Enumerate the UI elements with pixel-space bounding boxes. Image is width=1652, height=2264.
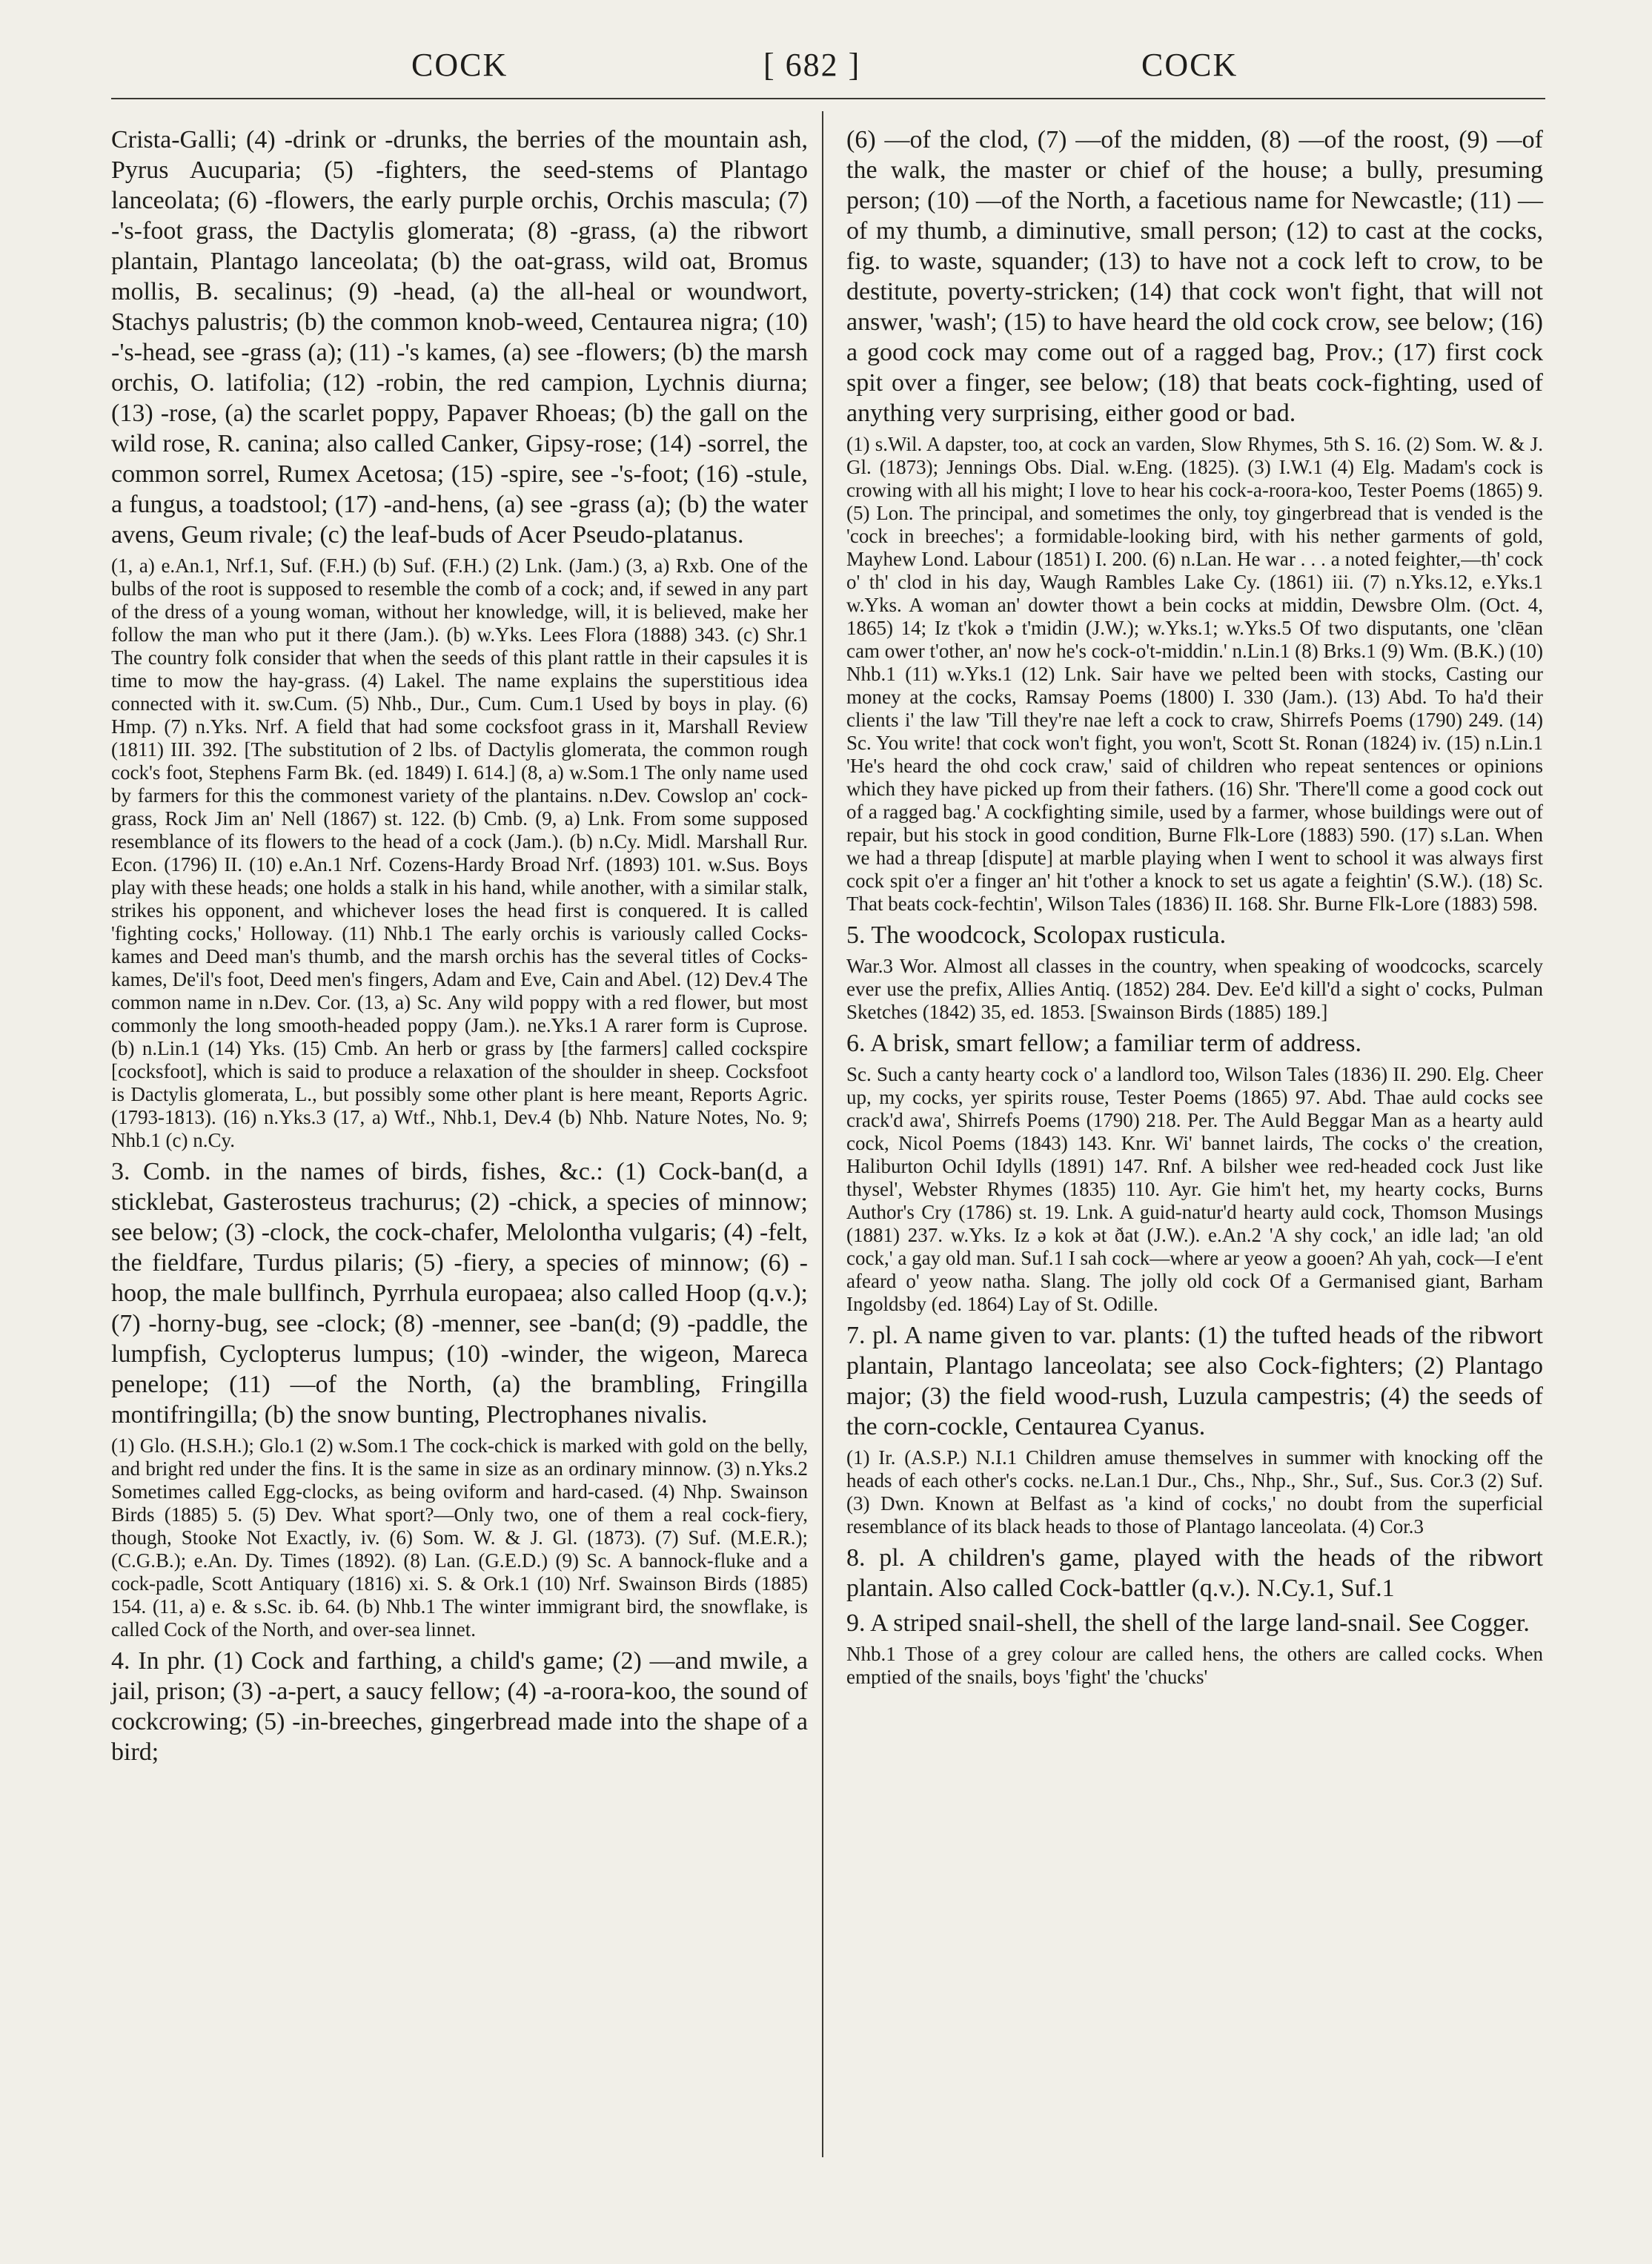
- left-column: [111, 125, 808, 1772]
- paragraph: 7. pl. A name given to var. plants: (1) the tufted heads of the ribwort plantain, Plantago lanceolata; see also Cock-fighters; (2) Plantago major; (3) the field wood-rush, Luzula campestris; (4) the seeds of the corn-cockle, Centaurea Cyanus.: [846, 1322, 1543, 1440]
- citation-paragraph: (1) s.Wil. A dapster, too, at cock an varden, Slow Rhymes, 5th S. 16. (2) Som. W. & J. Gl. (1873); Jennings Obs. Dial. w.Eng. (1825). (3) I.W.1 (4) Elg. Madam's cock is crowing with all his might; I love to hear his cock-a-roora-koo, Tester Poems (1865) 9. (5) Lon. The principal, and sometimes the only, toy gingerbread that is vended is the 'cock in breeches'; a formidable-looking bird, with his nether garments of gold, Mayhew Lond. Labour (1851) I. 200. (6) n.Lan. He war . . . a noted feighter,—th' cock o' th' clod in his day, Waugh Rambles Lake Cy. (1861) iii. (7) n.Yks.12, e.Yks.1 w.Yks. A woman an' dowter thowt a bein cocks at middin, Dewsbre Olm. (Oct. 4, 1865) 14; Iz t'kok ə t'midin (J.W.); w.Yks.1; w.Yks.5 Of two disputants, one 'clēan cam ower t'other, an' now he's cock-o't-middin.' n.Lin.1 (8) Brks.1 (9) Wm. (B.K.) (10) Nhb.1 (11) w.Yks.1 (12) Lnk. Sair have we pelted been with stocks, Casting our money at the cocks, Ramsay Poems (1800) I. 330 (Jam.). (13) Abd. To ha'd their clients i' the law 'Till they're nae left a cock to craw, Shirrefs Poems (1790) 249. (14) Sc. You write! that cock won't fight, you won't, Scott St. Ronan (1824) iv. (15) n.Lin.1 'He's heard the ohd cock craw,' said of children who repeat sentences or opinions which they have picked up from their fathers. (16) Shr. 'There'll come a good cock out of a ragged bag.' A cockfighting simile, used by a farmer, whose buildings were out of repair, but his stock in good condition, Burne Flk-Lore (1883) 590. (17) s.Lan. When we had a threap [dispute] at marble playing when I went to school it was always first cock spit o'er a finger an' hit t'other a knock to set us agate a feightin' (S.W.). (18) Sc. That beats cock-fechtin', Wilson Tales (1836) II. 168. Shr. Burne Flk-Lore (1883) 598.: [846, 433, 1543, 915]
- citation-paragraph: (1) Glo. (H.S.H.); Glo.1 (2) w.Som.1 The cock-chick is marked with gold on the belly, and bright red under the fins. It is the same in size as an ordinary minnow. (3) n.Yks.2 Sometimes called Egg-clocks, as being oviform and hard-cased. (4) Nhp. Swainson Birds (1885) 5. (5) Dev. What sport?—Only two, one of them a real cock-fiery, though, Stooke Not Exactly, iv. (6) Som. W. & J. Gl. (1873). (7) Suf. (M.E.R.); (C.G.B.); e.An. Dy. Times (1892). (8) Lan. (G.E.D.) (9) Sc. A bannock-fluke and a cock-padle, Scott Antiquary (1816) xi. S. & Ork.1 (10) Nrf. Swainson Birds (1885) 154. (11, a) e. & s.Sc. ib. 64. (b) Nhb.1 The winter immigrant bird, the snowflake, is called Cock of the North, and over-sea linnet.: [111, 1434, 808, 1641]
- page-number: [ 682 ]: [763, 47, 861, 83]
- paragraph: 3. Comb. in the names of birds, fishes, &c.: (1) Cock-ban(d, a sticklebat, Gasterosteus trachurus; (2) -chick, a species of minnow; see below; (3) -clock, the cock-chafer, Melolontha vulgaris; (4) -felt, the fieldfare, Turdus pilaris; (5) -fiery, a species of minnow; (6) -hoop, the male bullfinch, Pyrrhula europaea; also called Hoop (q.v.); (7) -horny-bug, see -clock; (8) -menner, see -ban(d; (9) -paddle, the lumpfish, Cyclopterus lumpus; (10) -winder, the wigeon, Mareca penelope; (11) —of the North, (a) the brambling, Fringilla montifringilla; (b) the snow bunting, Plectrophanes nivalis.: [111, 1158, 808, 1429]
- citation-paragraph: War.3 Wor. Almost all classes in the country, when speaking of woodcocks, scarcely ever use the prefix, Allies Antiq. (1852) 284. Dev. Ee'd kill'd a sight o' cocks, Pulman Sketches (1842) 35, ed. 1853. [Swainson Birds (1885) 189.]: [846, 955, 1543, 1023]
- citation-paragraph: (1) Ir. (A.S.P.) N.I.1 Children amuse themselves in summer with knocking off the heads of each other's cocks. ne.Lan.1 Dur., Chs., Nhp., Shr., Suf., Sus. Cor.3 (2) Suf. (3) Dwn. Known at Belfast as 'a kind of cocks,' no doubt from the superficial resemblance of its black heads to those of Plantago lanceolata. (4) Cor.3: [846, 1446, 1543, 1538]
- citation-paragraph: (1, a) e.An.1, Nrf.1, Suf. (F.H.) (b) Suf. (F.H.) (2) Lnk. (Jam.) (3, a) Rxb. One of the bulbs of the root is supposed to resemble the comb of a cock; and, if sewed in any part of the dress of a young woman, without her knowledge, will, it is believed, make her follow the man who put it there (Jam.). (b) w.Yks. Lees Flora (1888) 343. (c) Shr.1 The country folk consider that when the seeds of this plant rattle in their capsules it is time to mow the hay-grass. (4) Lakel. The name explains the superstitious idea connected with it. sw.Cum. (5) Nhb., Dur., Cum. Cum.1 Used by boys in play. (6) Hmp. (7) n.Yks. Nrf. A field that had some cocksfoot grass in it, Marshall Review (1811) III. 392. [The substitution of 2 lbs. of Dactylis glomerata, the common rough cock's foot, Stephens Farm Bk. (ed. 1849) I. 614.] (8, a) w.Som.1 The only name used by farmers for this the commonest variety of the plantains. n.Dev. Cowslop an' cock-grass, Rock Jim an' Nell (1867) st. 122. (b) Cmb. (9, a) Lnk. From some supposed resemblance of its flowers to the head of a cock (Jam.). (b) n.Cy. Midl. Marshall Rur. Econ. (1796) II. (10) e.An.1 Nrf. Cozens-Hardy Broad Nrf. (1893) 101. w.Sus. Boys play with these heads; one holds a stalk in his hand, while another, with a similar stalk, strikes his opponent, and whichever loses the head first is conquered. It is called 'fighting cocks,' Holloway. (11) Nhb.1 The early orchis is variously called Cocks-kames and Deed man's thumb, and the marsh orchis has the several titles of Cocks-kames, De'il's foot, Deed men's fingers, Adam and Eve, Cain and Abel. (12) Dev.4 The common name in n.Dev. Cor. (13, a) Sc. Any wild poppy with a red flower, but most commonly the long smooth-headed poppy (Jam.). ne.Yks.1 A rarer form is Cuprose. (b) n.Lin.1 (14) Yks. (15) Cmb. An herb or grass by [the farmers] called cockspire [cocksfoot], which is said to produce a relaxation of the shoulder in sheep. Cocksfoot is Dactylis glomerata, L., but possibly some other plant is here meant, Reports Agric. (1793-1813). (16) n.Yks.3 (17, a) Wtf., Nhb.1, Dev.4 (b) Nhb. Nature Notes, No. 9; Nhb.1 (c) n.Cy.: [111, 555, 808, 1151]
- paragraph: Crista-Galli; (4) -drink or -drunks, the berries of the mountain ash, Pyrus Aucuparia; (5) -fighters, the seed-stems of Plantago lanceolata; (6) -flowers, the early purple orchis, Orchis mascula; (7) -'s-foot grass, the Dactylis glomerata; (8) -grass, (a) the ribwort plantain, Plantago lanceolata; (b) the oat-grass, wild oat, Bromus mollis, B. secalinus; (9) -head, (a) the all-heal or woundwort, Stachys palustris; (b) the common knob-weed, Centaurea nigra; (10) -'s-head, see -grass (a); (11) -'s kames, (a) see -flowers; (b) the marsh orchis, O. latifolia; (12) -robin, the red campion, Lychnis diurna; (13) -rose, (a) the scarlet poppy, Papaver Rhoeas; (b) the gall on the wild rose, R. canina; also called Canker, Gipsy-rose; (14) -sorrel, the common sorrel, Rumex Acetosa; (15) -spire, see -'s-foot; (16) -stule, a fungus, a toadstool; (17) -and-hens, (a) see -grass (a); (b) the water avens, Geum rivale; (c) the leaf-buds of Acer Pseudo-platanus.: [111, 126, 808, 549]
- citation-paragraph: Nhb.1 Those of a grey colour are called hens, the others are called cocks. When emptied of the snails, boys 'fight' the 'chucks': [846, 1643, 1543, 1688]
- citation-paragraph: Sc. Such a canty hearty cock o' a landlord too, Wilson Tales (1836) II. 290. Elg. Cheer up, my cocks, yer spirits rouse, Tester Poems (1865) 97. Abd. Thae auld cocks see crack'd awa', Shirrefs Poems (1790) 218. Per. The Auld Beggar Man as a hearty auld cock, Nicol Poems (1843) 143. Knr. Wi' bannet lairds, The cocks o' the creation, Haliburton Ochil Idylls (1891) 147. Rnf. A bilsher wee red-headed cock Just like thysel', Webster Rhymes (1835) 110. Ayr. Gie him't het, my hearty cocks, Burns Author's Cry (1786) st. 19. Lnk. A guid-natur'd hearty auld cock, Thomson Musings (1881) 237. w.Yks. Iz ə kok ət ðat (J.W.). e.An.2 'A shy cock,' an idle lad; 'an old cock,' a gay old man. Suf.1 I sah cock—where ar yeow a gooen? Ah yah, cock—I e'ent afeard o' yeow natha. Slang. The jolly old cock Of a Germanised giant, Barham Ingoldsby (ed. 1864) Lay of St. Odille.: [846, 1063, 1543, 1315]
- column-divider: [822, 111, 823, 2157]
- paragraph: (6) —of the clod, (7) —of the midden, (8) —of the roost, (9) —of the walk, the master or chief of the house; a bully, presuming person; (10) —of the North, a facetious name for Newcastle; (11) —of my thumb, a diminutive, small person; (12) to cast at the cocks, fig. to waste, squander; (13) to have not a cock left to crow, to be destitute, poverty-stricken; (14) that cock won't fight, that will not answer, 'wash'; (15) to have heard the old cock crow, see below; (16) a good cock may come out of a ragged bag, Prov.; (17) first cock spit over a finger, see below; (18) that beats cock-fighting, used of anything very surprising, either good or bad.: [846, 126, 1543, 427]
- right-column: [846, 125, 1543, 1693]
- left-headword: COCK: [411, 47, 508, 83]
- paragraph: 5. The woodcock, Scolopax rusticula.: [846, 921, 1227, 949]
- running-header: [0, 46, 1652, 98]
- paragraph: 8. pl. A children's game, played with the heads of the ribwort plantain. Also called Cock-battler (q.v.). N.Cy.1, Suf.1: [846, 1544, 1543, 1602]
- paragraph: 4. In phr. (1) Cock and farthing, a child's game; (2) —and mwile, a jail, prison; (3) -a-pert, a saucy fellow; (4) -a-roora-koo, the sound of cockcrowing; (5) -in-breeches, gingerbread made into the shape of a bird;: [111, 1647, 808, 1766]
- header-rule: [111, 98, 1545, 99]
- right-headword: COCK: [1141, 47, 1238, 83]
- paragraph: 6. A brisk, smart fellow; a familiar term of address.: [846, 1030, 1361, 1057]
- paragraph: 9. A striped snail-shell, the shell of the large land-snail. See Cogger.: [846, 1609, 1530, 1637]
